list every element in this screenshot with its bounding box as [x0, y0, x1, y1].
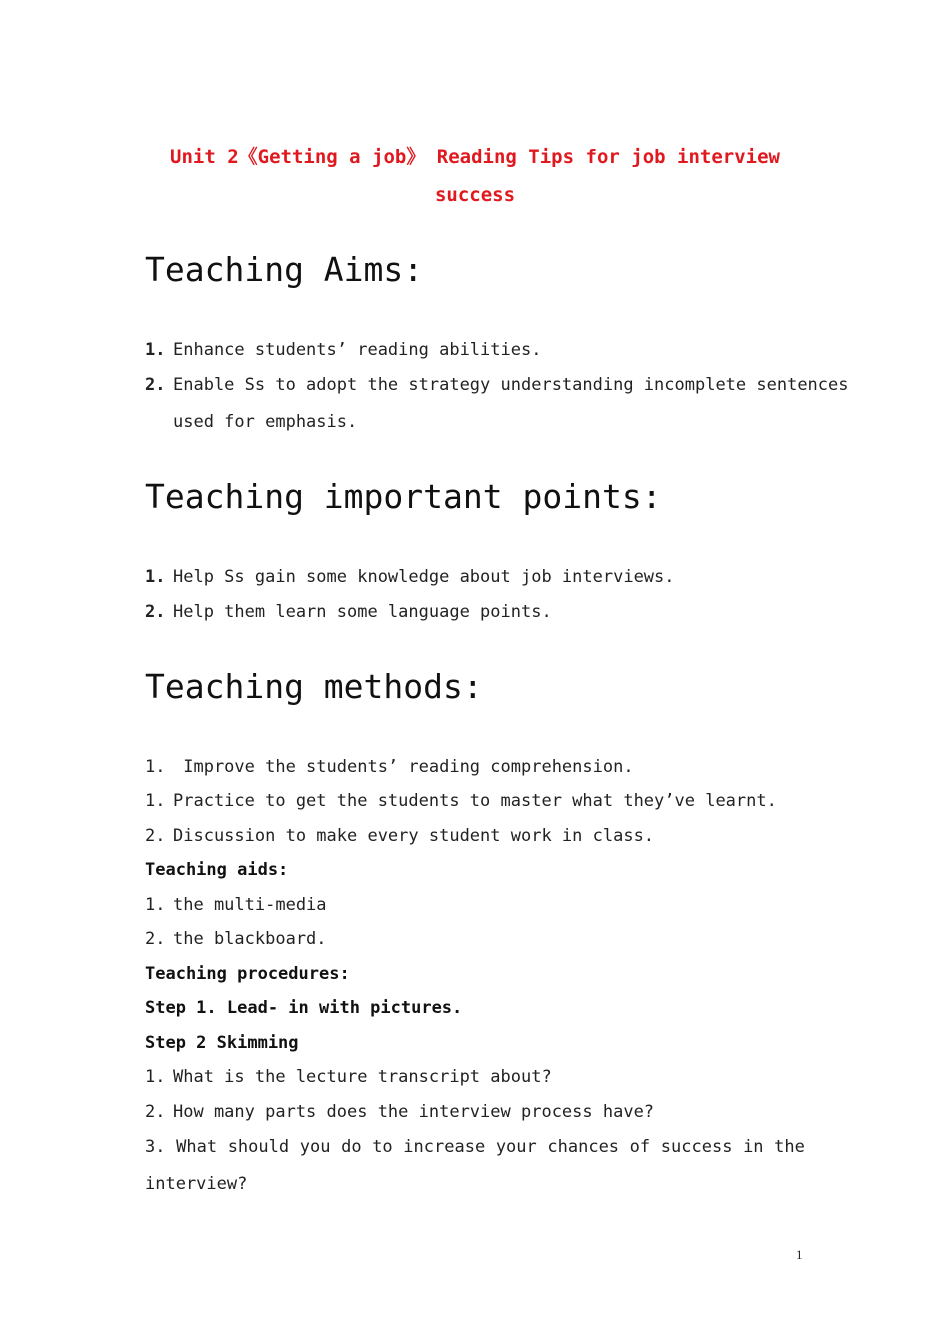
- word: your: [495, 1137, 537, 1157]
- list-item: [145, 757, 805, 777]
- word: chances: [547, 1137, 620, 1157]
- list-item: [145, 340, 805, 360]
- list-number: 1.: [145, 895, 166, 915]
- list-item: [145, 567, 805, 587]
- heading-teaching-procedures: Teaching procedures:: [145, 964, 350, 984]
- list-item: [145, 602, 805, 622]
- word: 3.: [145, 1137, 166, 1157]
- word: the: [774, 1137, 805, 1157]
- list-item-justified: [145, 1137, 805, 1157]
- word: in: [743, 1137, 764, 1157]
- title-line-2: success: [434, 184, 516, 206]
- list-item: [145, 895, 805, 915]
- list-text: Discussion to make every student work in class.: [173, 826, 655, 846]
- word: increase: [403, 1137, 486, 1157]
- list-text: the blackboard.: [173, 929, 327, 949]
- document-title: [145, 138, 805, 214]
- title-line-1: Unit 2《Getting a job》 Reading Tips for job interview: [170, 146, 780, 168]
- list-item: [145, 375, 849, 395]
- heading-teaching-methods: Teaching methods:: [145, 667, 483, 706]
- word: of: [629, 1137, 651, 1157]
- list-number: 2.: [145, 929, 166, 949]
- list-text: Enable Ss to adopt the strategy understanding incomplete sentences: [173, 375, 849, 395]
- list-item-continuation: used for emphasis.: [173, 412, 358, 432]
- list-item: [145, 826, 805, 846]
- list-item-continuation: interview?: [145, 1174, 248, 1194]
- list-item: [145, 1067, 805, 1087]
- heading-teaching-aids: Teaching aids:: [145, 860, 289, 880]
- word: should: [227, 1137, 290, 1157]
- list-number: 2.: [145, 1102, 166, 1122]
- heading-teaching-aims: Teaching Aims:: [145, 250, 424, 289]
- word: you: [299, 1137, 331, 1157]
- list-item: [145, 929, 805, 949]
- list-number: 2.: [145, 826, 166, 846]
- list-text: Improve the students’ reading comprehension.: [173, 757, 634, 777]
- page-number: 1: [796, 1247, 803, 1262]
- list-text: Practice to get the students to master what they’ve learnt.: [173, 791, 777, 811]
- list-number: 1.: [145, 567, 166, 587]
- list-number: 1.: [145, 757, 166, 777]
- list-item: [145, 791, 805, 811]
- list-text: Enhance students’ reading abilities.: [173, 340, 542, 360]
- heading-important-points: Teaching important points:: [145, 477, 662, 516]
- word: do: [341, 1137, 362, 1157]
- list-number: 1.: [145, 340, 166, 360]
- list-number: 1.: [145, 791, 166, 811]
- list-text: What is the lecture transcript about?: [173, 1067, 552, 1087]
- list-number: 2.: [145, 602, 166, 622]
- word: to: [372, 1137, 393, 1157]
- list-number: 2.: [145, 375, 166, 395]
- word: success: [660, 1137, 733, 1157]
- step-1: Step 1. Lead- in with pictures.: [145, 998, 463, 1018]
- list-item: [145, 1102, 805, 1122]
- list-text: the multi-media: [173, 895, 327, 915]
- list-text: Help them learn some language points.: [173, 602, 552, 622]
- list-number: 1.: [145, 1067, 166, 1087]
- step-2: Step 2 Skimming: [145, 1033, 299, 1053]
- list-text: Help Ss gain some knowledge about job interviews.: [173, 567, 675, 587]
- word: What: [176, 1137, 218, 1157]
- list-text: How many parts does the interview process have?: [173, 1102, 655, 1122]
